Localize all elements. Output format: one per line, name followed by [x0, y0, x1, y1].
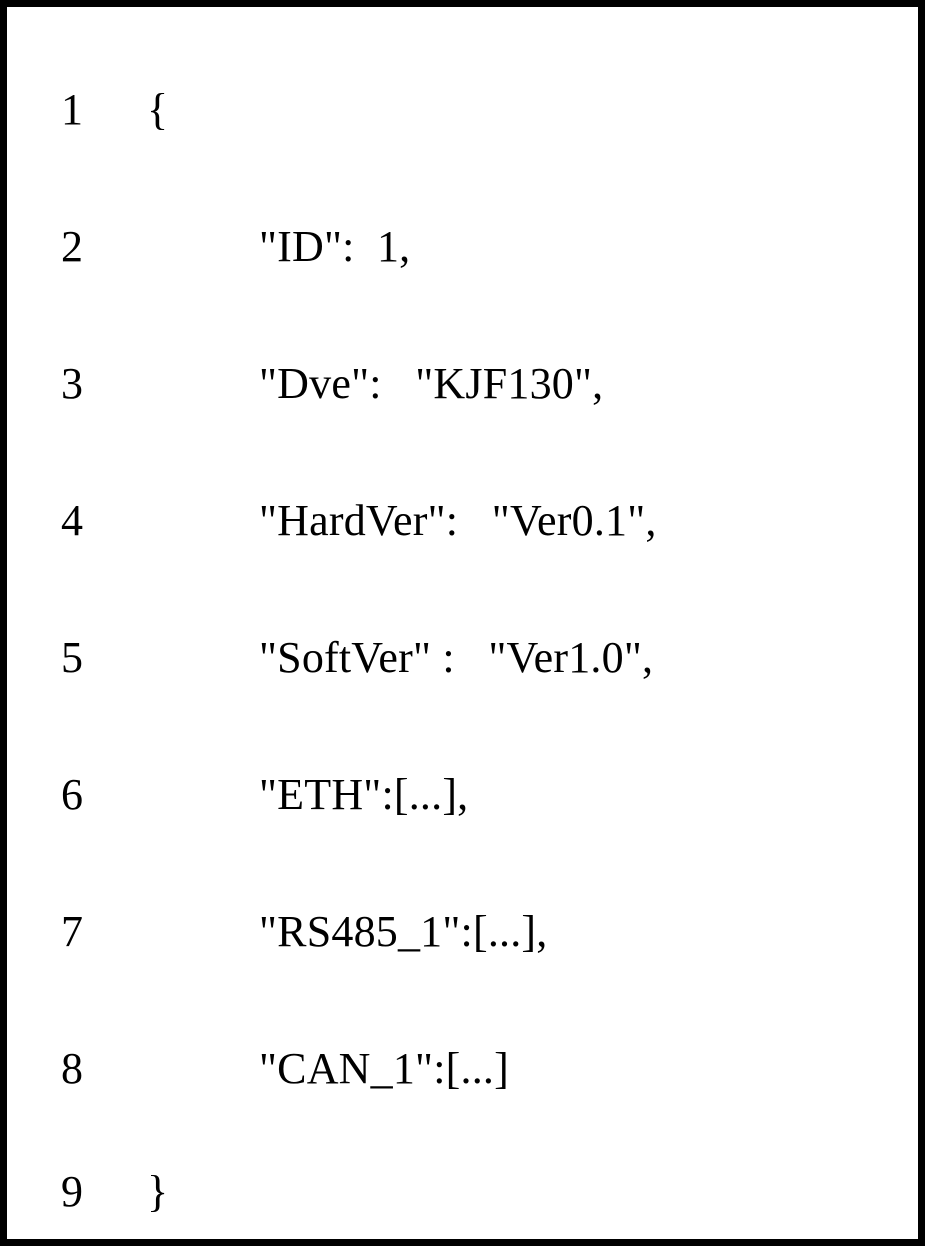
code-line: [27, 452, 898, 589]
line-code: "RS485_1":[...],: [147, 907, 548, 956]
code-line: [27, 726, 898, 863]
line-number: 8: [61, 1044, 83, 1093]
line-code: "ID": 1,: [147, 222, 411, 271]
code-line: [27, 863, 898, 1000]
line-number: 2: [61, 222, 83, 271]
code-line: [27, 589, 898, 726]
code-line: [27, 1137, 898, 1247]
line-number: 1: [61, 85, 83, 134]
line-code: {: [147, 85, 169, 134]
line-code: "HardVer": "Ver0.1",: [147, 496, 657, 545]
line-code: }: [147, 1167, 169, 1216]
code-lines: [27, 41, 898, 1247]
line-code: "CAN_1":[...]: [147, 1044, 509, 1093]
line-number: 3: [61, 359, 83, 408]
code-line: [27, 178, 898, 315]
line-code: "ETH":[...],: [147, 770, 469, 819]
line-number: 7: [61, 907, 83, 956]
line-number: 5: [61, 633, 83, 682]
code-line: [27, 41, 898, 178]
line-number: 9: [61, 1167, 83, 1216]
code-line: [27, 315, 898, 452]
line-number: 6: [61, 770, 83, 819]
line-code: "SoftVer" : "Ver1.0",: [147, 633, 654, 682]
line-number: 4: [61, 496, 83, 545]
line-code: "Dve": "KJF130",: [147, 359, 604, 408]
code-line: [27, 1000, 898, 1137]
